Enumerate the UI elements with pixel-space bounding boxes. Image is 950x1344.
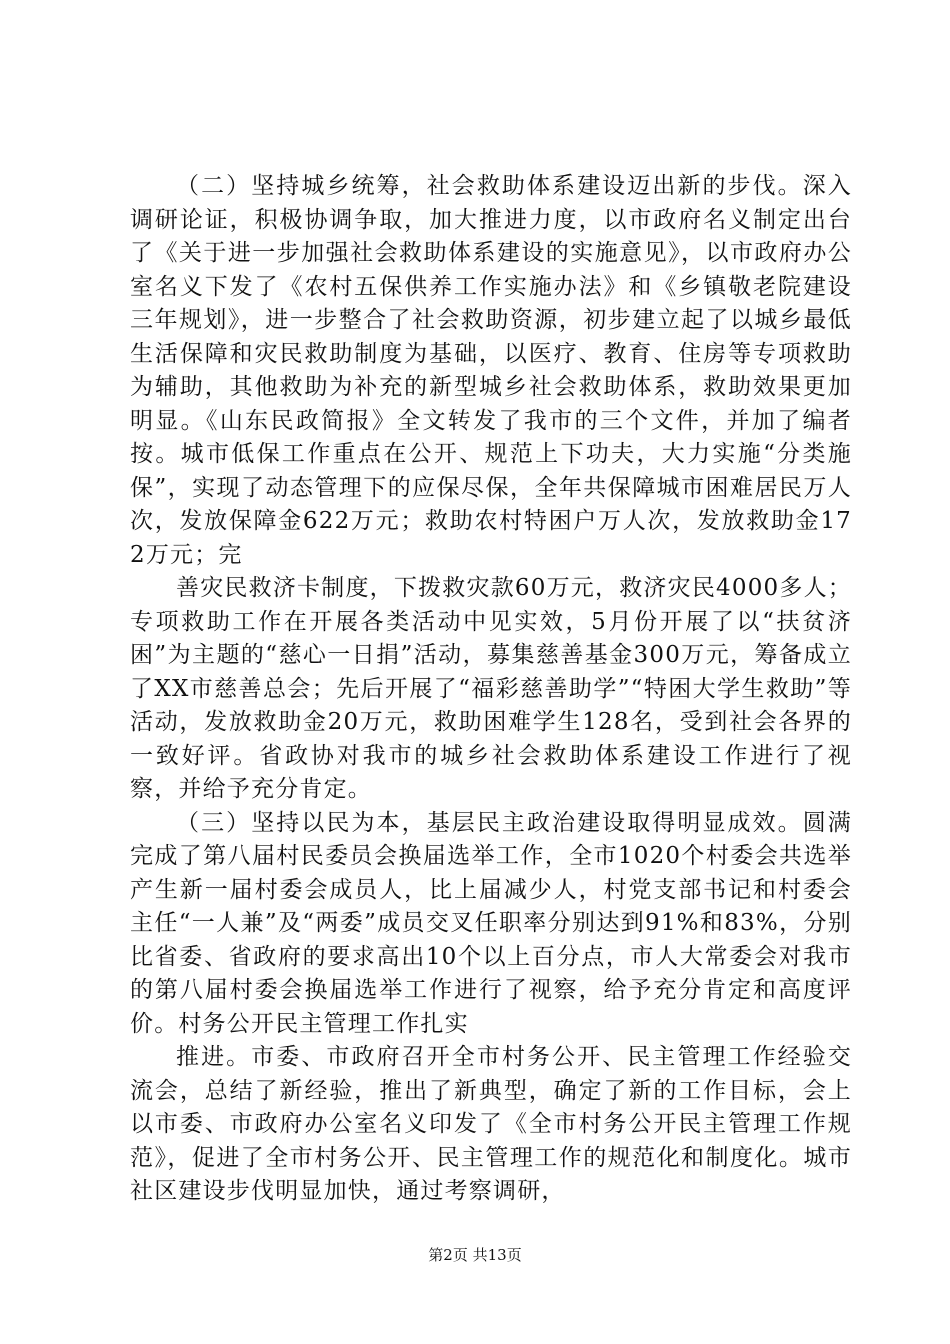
paragraph-disaster-relief: 善灾民救济卡制度，下拨救灾款60万元，救济灾民4000多人；专项救助工作在开展各类活动中见实效，5月份开展了以“扶贫济困”为主题的“慈心一日捐”活动，募集慈善基金300万元，筹备成立了XX市慈善总会；先后开展了“福彩慈善助学”“特困大学生救助”等活动，发放救助金20万元，救助困难学生128名，受到社会各界的一致好评。省政协对我市的城乡社会救助体系建设工作进行了视察，并给予充分肯定。 (130, 575, 852, 802)
page-footer (0, 1245, 950, 1265)
paragraph-grassroots-democracy: （三）坚持以民为本，基层民主政治建设取得明显成效。圆满完成了第八届村民委员会换届选举工作，全市1020个村委会共选举产生新一届村委会成员人，比上届减少人，村党支部书记和村委会主任“一人兼”及“两委”成员交叉任职率分别达到91%和83%，分别比省委、省政府的要求高出10个以上百分点，市人大常委会对我市的第八届村委会换届选举工作进行了视察，给予充分肯定和高度评价。村务公开民主管理工作扎实 (130, 809, 852, 1037)
paragraph-social-assistance: （二）坚持城乡统筹，社会救助体系建设迈出新的步伐。深入调研论证，积极协调争取，加大推进力度，以市政府名义制定出台了《关于进一步加强社会救助体系建设的实施意见》，以市政府办公室名义下发了《农村五保供养工作实施办法》和《乡镇敬老院建设三年规划》，进一步整合了社会救助资源，初步建立起了以城乡最低生活保障和灾民救助制度为基础，以医疗、教育、住房等专项救助为辅助，其他救助为补充的新型城乡社会救助体系，救助效果更加明显。《山东民政简报》全文转发了我市的三个文件，并加了编者按。城市低保工作重点在公开、规范上下功夫，大力实施“分类施保”，实现了动态管理下的应保尽保，全年共保障城市困难居民万人次，发放保障金622万元；救助农村特困户万人次，发放救助金172万元；完 (130, 173, 852, 568)
page-number: 第2页 共13页 (428, 1246, 522, 1264)
document-body (130, 170, 852, 1209)
paragraph-village-affairs: 推进。市委、市政府召开全市村务公开、民主管理工作经验交流会，总结了新经验，推出了新典型，确定了新的工作目标，会上以市委、市政府办公室名义印发了《全市村务公开民主管理工作规范》，促进了全市村务公开、民主管理工作的规范化和制度化。城市社区建设步伐明显加快，通过考察调研， (130, 1044, 852, 1204)
